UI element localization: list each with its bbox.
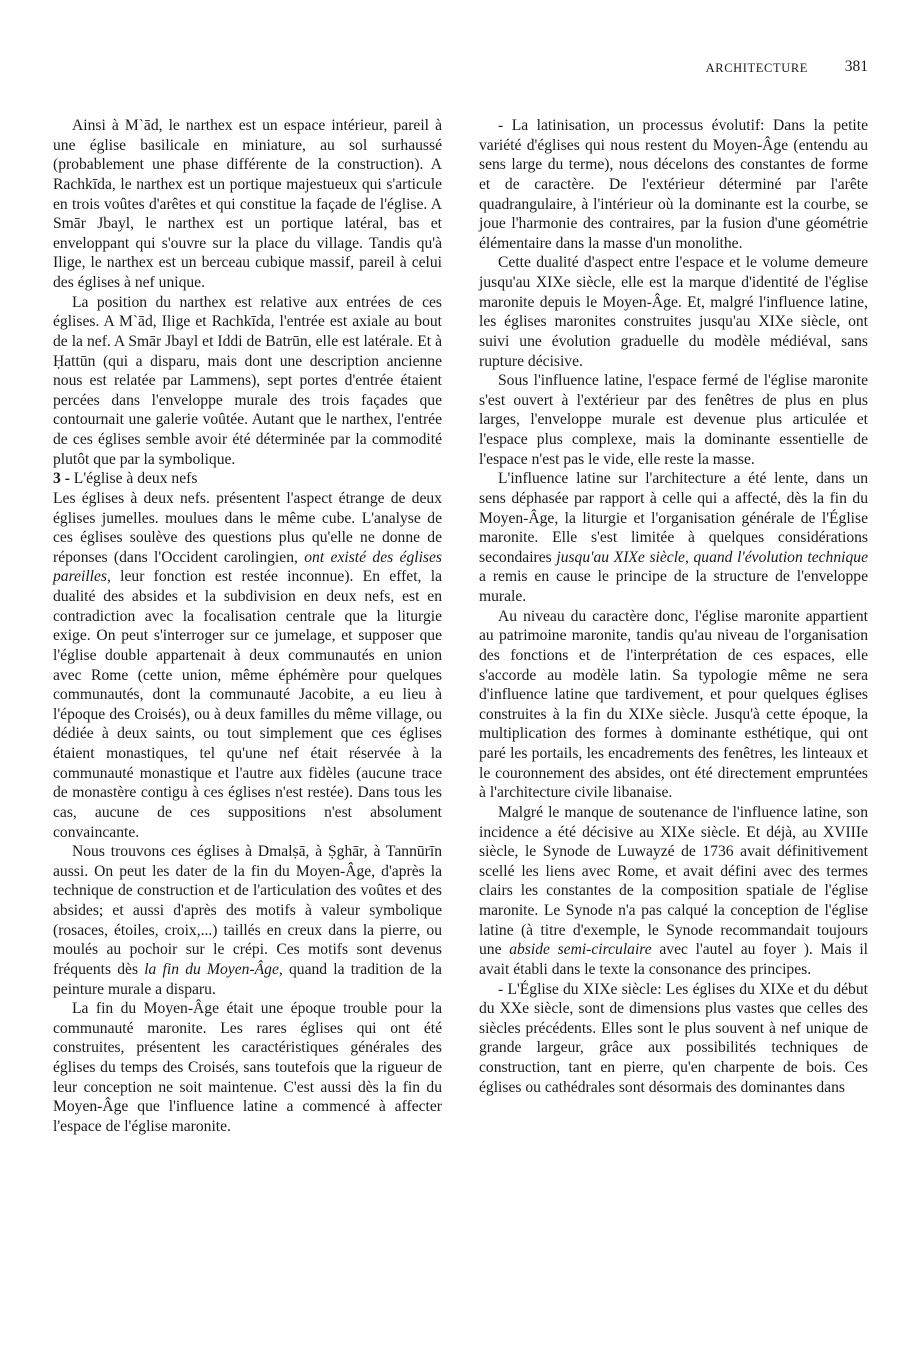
section-heading [53,469,442,489]
section-number: 3 - [53,470,70,488]
text-run: Les églises à deux nefs. présentent l'aspect étrange de deux églises jumelles. moulues dans le même cube. L'analyse de ces églises soulève des questions plus qu'elle ne donne de réponses (dans l'Occident carolingien, [53,489,442,566]
paragraph-latinisation: - La latinisation, un processus évolutif: Dans la petite variété d'églises qui nous restent du Moyen-Âge (entendu au sens large du terme), nous décelons des constantes de forme et de caractère. De l'extérieur déterminé par l'arête quadrangulaire, à l'intérieur où la dominante est la courbe, se joue l'harmonie des contraires, par la fusion d'une géométrie élémentaire dans la masse d'un monolithe. [479,117,868,252]
paragraph-character: Au niveau du caractère donc, l'église maronite appartient au patrimoine maronite, tandis qu'au niveau de l'organisation des fonctions et de l'interprétation de ces espaces, elle s'accorde au modèle latin. Sa typologie même ne sera d'influence latine que tardivement, et pour quelques églises construites à la fin du XIXe siècle. Jusqu'à cette époque, la multiplication des formes à dominante esthétique, qui ont paré les portails, les encadrements des fenêtres, les linteaux et le couronnement des absides, ont été directement empruntées à l'architecture civile libanaise. [479,607,868,802]
left-column [53,116,442,1137]
paragraph-19th-century: - L'Église du XIXe siècle: Les églises du XIXe et du début du XXe siècle, sont de dimensions plus vastes que celles des siècles précédents. Elles sont le plus souvent à nef unique de grande largeur, grâce aux possibilités techniques de construction, tant en pierre, qu'en charpente de bois. Ces églises ou cathédrales sont désormais des dominantes dans [479,980,868,1096]
text-run: Nous trouvons ces églises à Dmalṣā, à Ṣghār, à Tannūrīn aussi. On peut les dater de la fin du Moyen-Âge, d'après la technique de construction et de l'articulation des voûtes et des absides; et aussi d'après des motifs à valeur symbolique (rosaces, étoiles, croix,...) taillés en creux dans la pierre, ou moulés au pochoir sur le crépi. Ces motifs sont devenus fréquents dès [53,843,442,978]
text-run: leur fonction est restée inconnue). En effet, la dualité des absides et la subdivision en deux nefs, est en contradiction avec la focalisation centrale que la liturgie exige. On peut s'interroger sur ce jumelage, et supposer que l'église double appartenait à deux communautés en union avec Rome (cette union, même éphémère pour quelques communautés, dont la communauté Jacobite, a eu lieu à l'époque des Croisés), ou à deux familles du même village, ou dédiée à deux saints, ou tout simplement que ces églises étaient monastiques, tel qu'une nef était réservée à la communauté monastique et l'autre aux fidèles (aucune trace de monastère contigu à ces églises n'est restée). Dans tous les cas, aucune de ces suppositions n'est absolument convaincante. [53,568,442,841]
italic-run: abside semi-circulaire [509,941,652,959]
paragraph-duality: Cette dualité d'aspect entre l'espace et le volume demeure jusqu'au XIXe siècle, elle est la marque d'identité de l'église maronite depuis le Moyen-Âge. Et, malgré l'influence latine, les églises maronites construites jusqu'au XIXe siècle, ont suivi une évolution graduelle du modèle médiéval, sans rupture décisive. [479,254,868,370]
paragraph-synod [479,803,868,980]
italic-run: ont existé des églises pareilles, [53,548,442,586]
text-run: L'influence latine sur l'architecture a été lente, dans un sens déphasée par rapport à celle qui a affecté, dès la fin du Moyen-Âge, la liturgie et l'organisation générale de l'Église maronite. Elle s'est limitée à quelques considérations secondaires [479,470,868,566]
paragraph-two-naves [53,489,442,842]
italic-run: jusqu'au XIXe siècle, quand l'évolution technique [556,548,868,566]
paragraph-narthex-position: La position du narthex est relative aux entrées de ces églises. A M`ād, Ilige et Rachkīda, l'entrée est axiale au bout de la nef. A Smār Jbayl et Iddi de Batrūn, elle est latérale. Et à Ḥattūn (qui a disparu, mais dont une description ancienne nous est relatée par Lammens), sept portes d'entrée étaient percées dans l'enveloppe murale des trois façades que contournait une galerie voûtée. Autant que le narthex, l'entrée de ces églises semble avoir été déterminée par la commodité plutôt que par la symbolique. [53,293,442,468]
running-title: ARCHITECTURE [705,61,808,75]
page-header [0,58,868,80]
page-number: 381 [844,58,868,75]
paragraph-latin-influence-space: Sous l'influence latine, l'espace fermé de l'église maronite s'est ouvert à l'extérieur par des fenêtres de plus en plus larges, l'enveloppe murale est devenue plus articulée et l'espace plus complexe, mais la dominante essentielle de l'espace n'est pas le vide, elle reste la masse. [479,372,868,468]
paragraph-latin-influence-slow [479,469,868,606]
text-run: a remis en cause le principe de la structure de l'enveloppe murale. [479,568,868,605]
paragraph-end-middle-ages: La fin du Moyen-Âge était une époque trouble pour la communauté maronite. Les rares églises qui ont été construites, présentent les caractéristiques générales des églises du temps des Croisés, sans toutefois que la rigueur de leur conception ne soit maintenue. C'est aussi dès la fin du Moyen-Âge que l'influence latine a commencé à affecter l'espace de l'église maronite. [53,1000,442,1135]
text-run: quand la tradition de la peinture murale a disparu. [53,960,442,998]
section-title: L'église à deux nefs [69,470,198,488]
text-run: avec l'autel au foyer ). Mais il avait établi dans le texte la consonance des principes. [479,941,868,978]
text-run: Malgré le manque de soutenance de l'influence latine, son incidence a été décisive au XIXe siècle. Et déjà, au XVIIIe siècle, le Synode de Luwayzé de 1736 avait définitivement scellé les liens avec Rome, et avait défini avec des termes clairs les constantes de la composition spatiale de l'église maronite. Le Synode n'a pas calqué la conception de l'église latine (à titre d'exemple, le Synode recommandait toujours une [479,803,868,959]
paragraph-narthex-examples: Ainsi à M`ād, le narthex est un espace intérieur, pareil à une église basilicale en miniature, au sol surhaussé (probablement une phase différente de la construction). A Rachkīda, le narthex est un portique majestueux qui s'articule en trois voûtes d'arêtes et qui constitue la façade de l'église. A Smār Jbayl, le narthex est un portique latéral, bas et enveloppant qui s'ouvre sur la place du village. Tandis qu'à Ilige, le narthex est un berceau cubique massif, pareil à celui des églises à nef unique. [53,117,442,291]
paragraph-locations [53,842,442,999]
right-column [479,116,868,1097]
italic-run: la fin du Moyen-Âge, [144,960,283,978]
